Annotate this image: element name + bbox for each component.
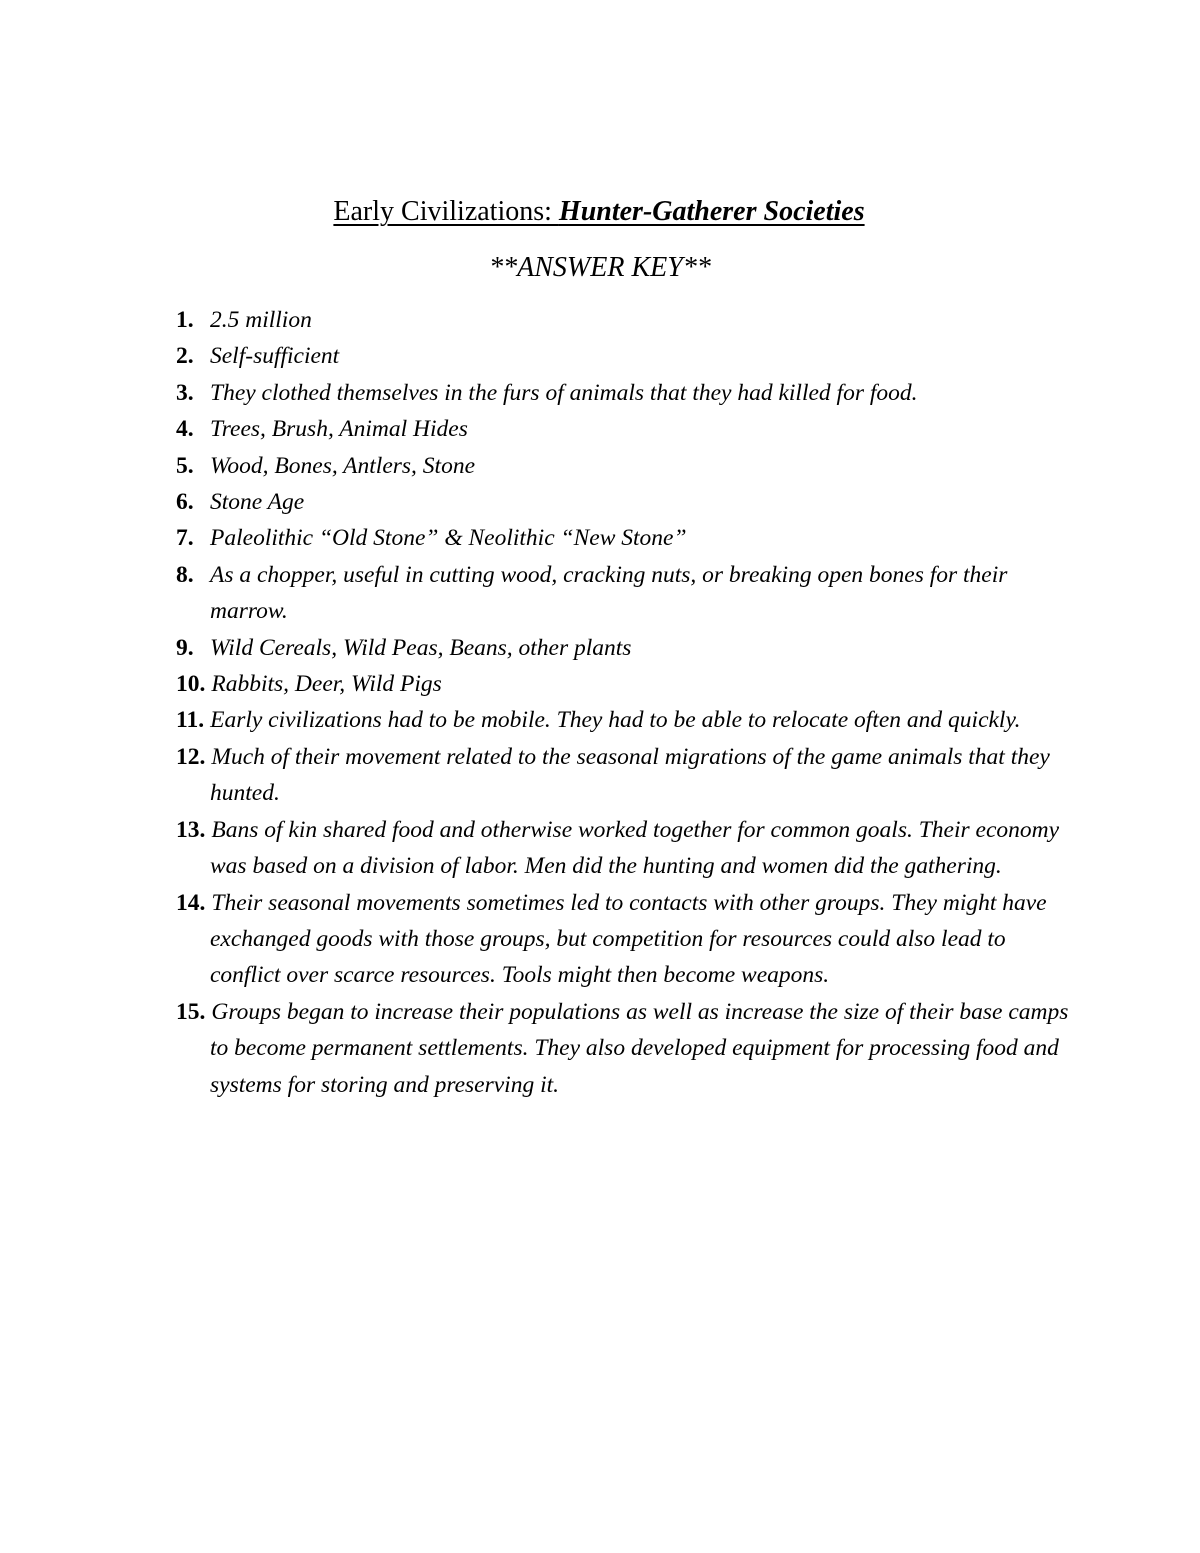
answer-text: Trees, Brush, Animal Hides: [210, 416, 468, 443]
page-title: [0, 194, 1198, 230]
answer-item: [170, 338, 1070, 374]
answer-number: 2.: [176, 343, 194, 370]
answer-item: [170, 484, 1070, 520]
answer-key-heading: **ANSWER KEY**: [489, 252, 711, 283]
answer-text: Self-sufficient: [210, 343, 340, 370]
answer-item: [170, 739, 1070, 812]
answer-item: [170, 812, 1070, 885]
answer-item: [170, 411, 1070, 447]
answer-number: 3.: [176, 379, 194, 406]
answer-number: 10.: [176, 671, 206, 698]
answer-item: [170, 448, 1070, 484]
answer-item: [170, 375, 1070, 411]
answer-number: 14.: [176, 889, 206, 916]
answer-text: Wild Cereals, Wild Peas, Beans, other plants: [210, 634, 632, 661]
answer-number: 15.: [176, 998, 206, 1025]
answer-item: [170, 666, 1070, 702]
answer-number: 4.: [176, 416, 194, 443]
answer-number: 12.: [176, 743, 206, 770]
answer-text: As a chopper, useful in cutting wood, cracking nuts, or breaking open bones for their marrow.: [210, 561, 1008, 625]
answer-text: Wood, Bones, Antlers, Stone: [210, 452, 476, 479]
answer-item: [170, 557, 1070, 630]
answer-item: [170, 702, 1070, 738]
answer-item: [170, 994, 1070, 1103]
answer-text: Early civilizations had to be mobile. They had to be able to relocate often and quickly.: [210, 707, 1021, 734]
answer-text: Rabbits, Deer, Wild Pigs: [211, 671, 442, 698]
answer-text: Bans of kin shared food and otherwise worked together for common goals. Their economy was based on a division of labor. Men did the hunting and women did the gathering.: [210, 816, 1060, 880]
answer-number: 13.: [176, 816, 206, 843]
title-topic: Hunter-Gatherer Societies: [558, 196, 865, 227]
answer-number: 11.: [176, 707, 205, 734]
answer-text: 2.5 million: [210, 307, 312, 333]
title-prefix: Early Civilizations:: [333, 196, 559, 227]
answer-number: 1.: [176, 307, 194, 333]
answer-number: 6.: [176, 489, 194, 516]
answer-item: [170, 885, 1070, 994]
answer-item: [170, 630, 1070, 666]
answer-text: Paleolithic “Old Stone” & Neolithic “New Stone”: [210, 525, 687, 552]
answer-item: [170, 302, 1070, 338]
answer-number: 8.: [176, 561, 194, 588]
answer-text: Stone Age: [210, 489, 305, 516]
answer-text: Much of their movement related to the seasonal migrations of the game animals that they hunted.: [210, 743, 1050, 807]
answer-number: 5.: [176, 452, 194, 479]
answer-number: 7.: [176, 525, 194, 552]
answer-text: Groups began to increase their populations as well as increase the size of their base camps to become permanent settlements. They also developed equipment for processing food and systems for storing and preserving it.: [210, 998, 1069, 1098]
answer-item: [170, 520, 1070, 556]
answer-text: Their seasonal movements sometimes led to contacts with other groups. They might have exchanged goods with those groups, but competition for resources could also lead to conflict over scarce resources. Tools might then become weapons.: [210, 889, 1047, 989]
answer-text: They clothed themselves in the furs of animals that they had killed for food.: [210, 379, 918, 406]
answer-number: 9.: [176, 634, 194, 661]
answer-list: [170, 302, 1070, 1103]
